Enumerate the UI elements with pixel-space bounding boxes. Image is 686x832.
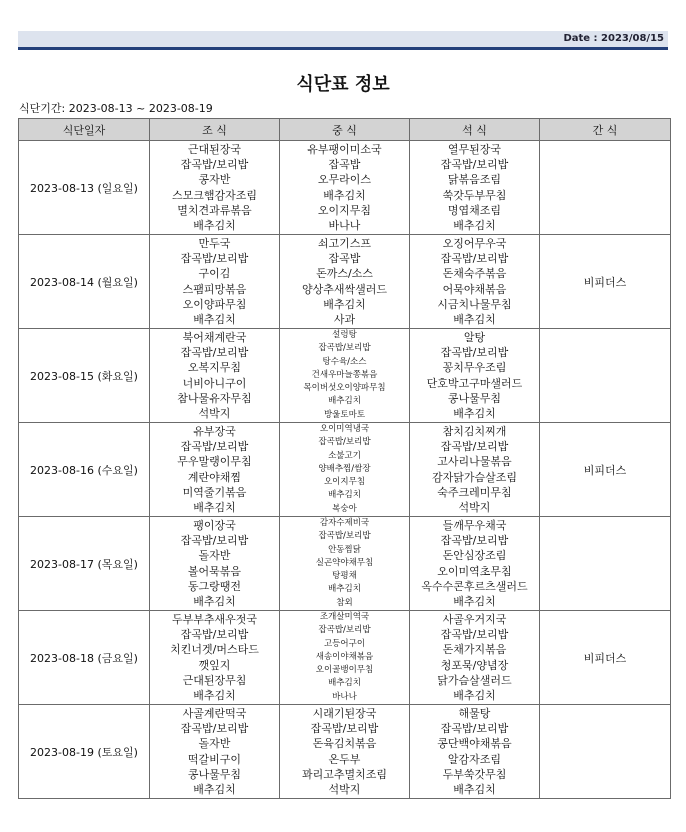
- lunch-cell: [280, 235, 410, 329]
- table-row: [19, 329, 671, 423]
- menu-item: 소불고기: [328, 450, 361, 461]
- menu-item: 오이지무침: [317, 203, 372, 217]
- menu-item: 오이양파무침: [182, 297, 247, 311]
- menu-item: 방울토마토: [323, 409, 366, 420]
- menu-item: 근대된장무침: [182, 673, 247, 687]
- menu-item: 감자닭가슴살조림: [431, 470, 517, 484]
- menu-item: 돈채숙주볶음: [442, 267, 507, 281]
- menu-item: 잡곡밥/보리밥: [440, 628, 509, 642]
- menu-item: 배추김치: [453, 688, 496, 702]
- column-header-breakfast: 조 식: [150, 119, 280, 141]
- menu-item: 잡곡밥/보리밥: [180, 534, 249, 548]
- menu-item: 배추김치: [323, 297, 366, 311]
- menu-item: 유부팽이미소국: [307, 142, 382, 156]
- table-header-row: [19, 119, 671, 141]
- menu-item: 양상추새싹샐러드: [301, 282, 387, 296]
- menu-item: 어묵야채볶음: [442, 282, 507, 296]
- table-row: [19, 705, 671, 799]
- menu-item: 바나나: [332, 691, 357, 702]
- menu-item: 건새우마늘쫑볶음: [311, 369, 378, 380]
- menu-item: 잡곡밥/보리밥: [180, 252, 249, 266]
- breakfast-cell: [150, 423, 280, 517]
- menu-item: 오이미역냉국: [319, 424, 370, 435]
- menu-item: 잡곡밥/보리밥: [440, 440, 509, 454]
- menu-item: 잡곡밥/보리밥: [180, 628, 249, 642]
- breakfast-cell: [150, 705, 280, 799]
- snack-cell: 비피더스: [540, 235, 671, 329]
- menu-item: 돈까스/소스: [316, 267, 373, 281]
- menu-item: 잡곡밥/보리밥: [318, 437, 371, 448]
- column-header-snack: 간 식: [540, 119, 671, 141]
- menu-item: 만두국: [198, 236, 231, 250]
- menu-item: 잡곡밥/보리밥: [318, 343, 371, 354]
- table-row: [19, 611, 671, 705]
- menu-item: 잡곡밥/보리밥: [440, 346, 509, 360]
- menu-item: 탕수육/소스: [322, 356, 367, 367]
- menu-item: 잡곡밥/보리밥: [180, 440, 249, 454]
- snack-cell: [540, 141, 671, 235]
- menu-item: 배추김치: [328, 396, 361, 407]
- menu-item: 조개살미역국: [319, 612, 370, 623]
- menu-item: 북어채계란국: [182, 330, 247, 344]
- dinner-cell: [410, 611, 540, 705]
- menu-item: 미역줄기볶음: [182, 485, 247, 499]
- menu-item: 잡곡밥/보리밥: [440, 534, 509, 548]
- menu-item: 양배추찜/쌈장: [318, 463, 371, 474]
- menu-item: 온두부: [328, 752, 361, 766]
- lunch-cell: [280, 705, 410, 799]
- menu-item: 고등어구이: [323, 638, 366, 649]
- menu-item: 잡곡밥/보리밥: [440, 158, 509, 172]
- menu-item: 시래기된장국: [312, 706, 377, 720]
- snack-cell: 비피더스: [540, 423, 671, 517]
- menu-item: 들깨무우채국: [442, 518, 507, 532]
- table-row: [19, 141, 671, 235]
- menu-item: 열무된장국: [447, 142, 502, 156]
- dinner-cell: [410, 517, 540, 611]
- menu-item: 목이버섯오이양파무침: [303, 383, 386, 394]
- meal-date-cell: 2023-08-18 (금요일): [19, 611, 150, 705]
- menu-item: 설렁탕: [332, 330, 357, 341]
- menu-item: 석박지: [458, 500, 491, 514]
- menu-item: 배추김치: [453, 594, 496, 608]
- menu-item: 배추김치: [453, 218, 496, 232]
- menu-item: 잡곡밥: [328, 158, 361, 172]
- menu-item: 잡곡밥/보리밥: [180, 722, 249, 736]
- menu-item: 오징어무우국: [442, 236, 507, 250]
- menu-item: 석박지: [328, 782, 361, 796]
- menu-item: 옥수수콘후르츠샐러드: [421, 579, 528, 593]
- lunch-cell: [280, 517, 410, 611]
- menu-item: 감자수제비국: [319, 518, 370, 529]
- menu-item: 볼어묵볶음: [187, 564, 242, 578]
- menu-item: 돌자반: [198, 549, 231, 563]
- menu-item: 콩자반: [198, 173, 231, 187]
- menu-item: 쇠고기스프: [317, 236, 372, 250]
- menu-item: 참나물유자무침: [177, 391, 252, 405]
- snack-cell: [540, 329, 671, 423]
- menu-item: 잡곡밥/보리밥: [180, 158, 249, 172]
- menu-item: 배추김치: [323, 188, 366, 202]
- menu-item: 오복지무침: [187, 361, 242, 375]
- menu-item: 돌자반: [198, 737, 231, 751]
- menu-item: 잡곡밥/보리밥: [440, 252, 509, 266]
- menu-item: 고사리나물볶음: [437, 455, 512, 469]
- menu-item: 근대된장국: [187, 142, 242, 156]
- menu-item: 콩나물무침: [447, 391, 502, 405]
- menu-item: 떡갈비구이: [187, 752, 242, 766]
- menu-item: 배추김치: [193, 594, 236, 608]
- page-title: 식단표 정보: [296, 74, 390, 95]
- menu-item: 탕평채: [332, 571, 357, 582]
- menu-item: 사과: [333, 312, 356, 326]
- menu-item: 꽁치무우조림: [442, 361, 507, 375]
- menu-item: 배추김치: [328, 584, 361, 595]
- meal-date-cell: 2023-08-17 (목요일): [19, 517, 150, 611]
- dinner-cell: [410, 423, 540, 517]
- menu-item: 깻잎지: [198, 658, 231, 672]
- menu-item: 복숭아: [332, 503, 357, 514]
- column-header-lunch: 중 식: [280, 119, 410, 141]
- menu-item: 잡곡밥/보리밥: [318, 625, 371, 636]
- dinner-cell: [410, 329, 540, 423]
- menu-item: 너비아니구이: [182, 376, 247, 390]
- menu-item: 계란야채찜: [187, 470, 242, 484]
- column-header-date: 식단일자: [19, 119, 150, 141]
- menu-item: 무우말랭이무침: [177, 455, 252, 469]
- breakfast-cell: [150, 611, 280, 705]
- breakfast-cell: [150, 141, 280, 235]
- meal-date-cell: 2023-08-19 (토요일): [19, 705, 150, 799]
- menu-item: 참치김치찌개: [442, 424, 507, 438]
- lunch-cell: [280, 423, 410, 517]
- table-row: [19, 235, 671, 329]
- menu-item: 팽이장국: [193, 518, 236, 532]
- menu-item: 오무라이스: [317, 173, 372, 187]
- meal-date-cell: 2023-08-16 (수요일): [19, 423, 150, 517]
- menu-item: 배추김치: [193, 782, 236, 796]
- menu-item: 쑥갓두부무침: [442, 188, 507, 202]
- menu-item: 두부쑥갓무침: [442, 767, 507, 781]
- menu-item: 잡곡밥/보리밥: [440, 722, 509, 736]
- menu-item: 유부장국: [193, 424, 236, 438]
- dinner-cell: [410, 705, 540, 799]
- menu-item: 동그랑땡전: [187, 579, 242, 593]
- date-header-bar: [18, 31, 668, 50]
- menu-item: 실곤약야채무침: [315, 557, 374, 568]
- meal-date-cell: 2023-08-13 (일요일): [19, 141, 150, 235]
- menu-item: 숙주크레미무침: [437, 485, 512, 499]
- menu-item: 스팸피망볶음: [182, 282, 247, 296]
- menu-item: 돈안심장조림: [442, 549, 507, 563]
- menu-item: 스모크햄감자조림: [171, 188, 257, 202]
- menu-item: 돈채가지볶음: [442, 643, 507, 657]
- column-header-dinner: 석 식: [410, 119, 540, 141]
- menu-item: 돈육김치볶음: [312, 737, 377, 751]
- snack-cell: [540, 705, 671, 799]
- menu-item: 오이골뱅이무침: [315, 665, 374, 676]
- menu-item: 두부부추새우젓국: [171, 612, 257, 626]
- table-row: [19, 517, 671, 611]
- menu-item: 단호박고구마샐러드: [426, 376, 523, 390]
- menu-item: 구이김: [198, 267, 231, 281]
- menu-item: 새송이야채볶음: [315, 651, 374, 662]
- menu-item: 멸치견과류볶음: [177, 203, 252, 217]
- menu-item: 바나나: [328, 218, 361, 232]
- breakfast-cell: [150, 329, 280, 423]
- menu-item: 잡곡밥/보리밥: [310, 722, 379, 736]
- meal-date-cell: 2023-08-14 (월요일): [19, 235, 150, 329]
- lunch-cell: [280, 611, 410, 705]
- lunch-cell: [280, 141, 410, 235]
- menu-item: 사골계란떡국: [182, 706, 247, 720]
- dinner-cell: [410, 235, 540, 329]
- menu-item: 잡곡밥/보리밥: [180, 346, 249, 360]
- menu-item: 석박지: [198, 406, 231, 420]
- menu-item: 참외: [336, 597, 353, 608]
- menu-item: 콩나물무침: [187, 767, 242, 781]
- menu-item: 명엽채조림: [447, 203, 502, 217]
- menu-item: 청포묵/양념장: [440, 658, 509, 672]
- menu-item: 배추김치: [453, 782, 496, 796]
- breakfast-cell: [150, 517, 280, 611]
- menu-item: 오이미역초무침: [437, 564, 512, 578]
- menu-item: 닭볶음조림: [447, 173, 502, 187]
- print-date: Date : 2023/08/15: [563, 33, 664, 44]
- menu-item: 배추김치: [193, 312, 236, 326]
- menu-item: 배추김치: [328, 490, 361, 501]
- menu-item: 잡곡밥/보리밥: [318, 531, 371, 542]
- menu-item: 알탕: [463, 330, 486, 344]
- menu-item: 오이지무침: [323, 477, 366, 488]
- menu-item: 해물탕: [458, 706, 491, 720]
- menu-item: 배추김치: [193, 218, 236, 232]
- menu-item: 배추김치: [328, 678, 361, 689]
- meal-date-cell: 2023-08-15 (화요일): [19, 329, 150, 423]
- table-row: [19, 423, 671, 517]
- meal-plan-table: [18, 118, 671, 799]
- menu-item: 꽈리고추멸치조림: [301, 767, 387, 781]
- menu-item: 치킨너겟/머스타드: [170, 643, 259, 657]
- menu-item: 배추김치: [193, 500, 236, 514]
- menu-item: 잡곡밥: [328, 252, 361, 266]
- dinner-cell: [410, 141, 540, 235]
- menu-item: 사골우거지국: [442, 612, 507, 626]
- snack-cell: [540, 517, 671, 611]
- lunch-cell: [280, 329, 410, 423]
- menu-item: 안동찜닭: [328, 544, 361, 555]
- breakfast-cell: [150, 235, 280, 329]
- menu-item: 시금치나물무침: [437, 297, 512, 311]
- menu-item: 콩단백야채볶음: [437, 737, 512, 751]
- menu-item: 배추김치: [193, 688, 236, 702]
- menu-item: 알감자조림: [447, 752, 502, 766]
- menu-item: 배추김치: [453, 406, 496, 420]
- menu-period: 식단기간: 2023-08-13 ~ 2023-08-19: [19, 102, 213, 115]
- snack-cell: 비피더스: [540, 611, 671, 705]
- menu-item: 배추김치: [453, 312, 496, 326]
- menu-item: 닭가슴살샐러드: [437, 673, 512, 687]
